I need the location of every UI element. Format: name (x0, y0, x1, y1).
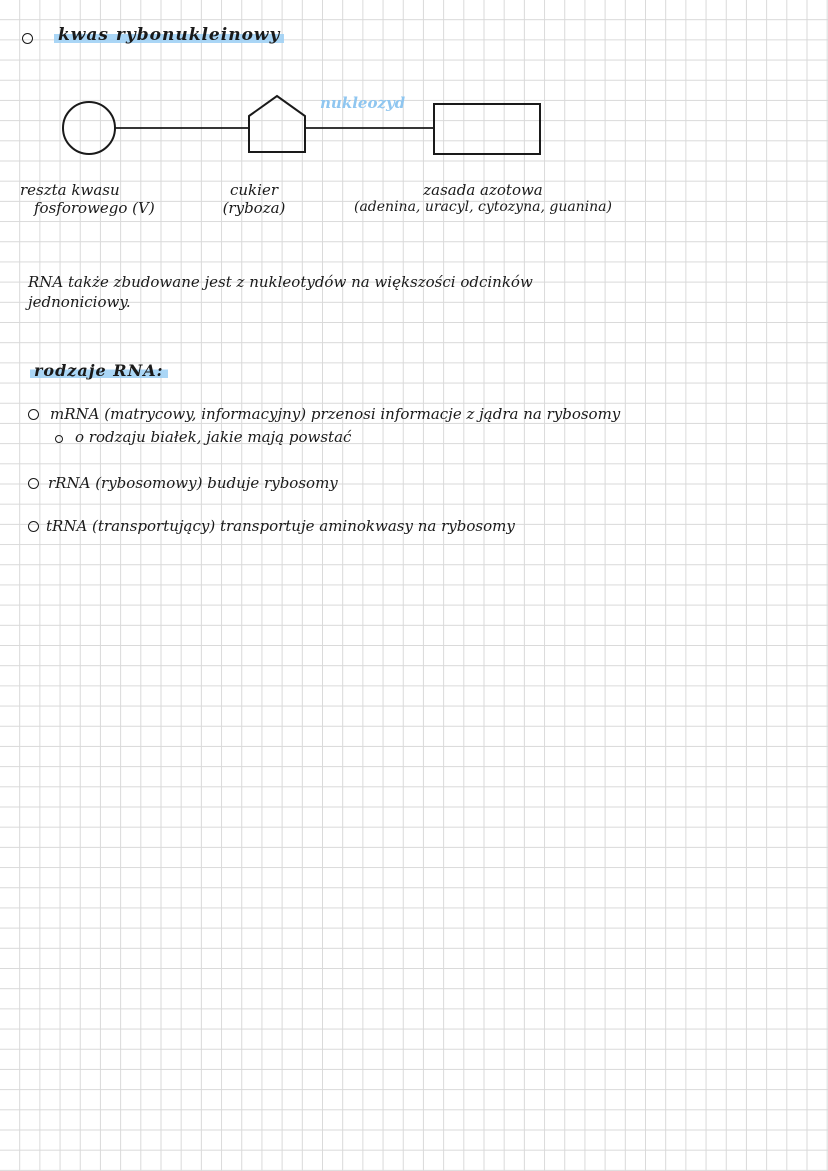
rna-type-item-mrna (50, 405, 620, 423)
rrna-bullet-icon (28, 478, 39, 489)
rna-description (28, 273, 533, 311)
rrna-line1: rRNA (rybosomowy) buduje rybosomy (48, 474, 338, 492)
mrna-sub-bullet-icon (55, 435, 63, 443)
rna-type-item-rrna (48, 474, 338, 492)
sugar-label-line2: (ryboza) (222, 199, 286, 217)
trna-bullet-icon (28, 521, 39, 532)
rna-description-line1: RNA także zbudowane jest z nukleotydów na większości odcinków (28, 273, 533, 291)
rna-description-line2: jednoniciowy. (28, 293, 131, 311)
base-label (352, 181, 614, 215)
rna-type-item-mrna-continued (75, 428, 351, 446)
phosphate-label (20, 181, 170, 217)
sugar-label (206, 181, 302, 217)
mrna-line1: mRNA (matrycowy, informacyjny) przenosi informacje z jądra na rybosomy (50, 405, 621, 423)
nucleoside-label (320, 94, 405, 112)
nucleotide-diagram (0, 0, 828, 260)
base-rectangle (434, 104, 540, 154)
rna-types-heading-text: rodzaje RNA: (30, 361, 168, 380)
rna-type-item-trna (46, 517, 515, 535)
page-title-text: kwas rybonukleinowy (54, 25, 284, 45)
base-label-line1: zasada azotowa (423, 181, 543, 199)
base-label-line2: (adenina, uracyl, cytozyna, guanina) (354, 199, 612, 215)
sugar-label-line1: cukier (230, 181, 278, 199)
trna-line1: tRNA (transportujący) transportuje aminokwasy na rybosomy (46, 517, 515, 535)
phosphate-circle (63, 102, 115, 154)
sugar-pentagon (249, 96, 305, 152)
mrna-line2: o rodzaju białek, jakie mają powstać (75, 428, 352, 446)
phosphate-label-line2: fosforowego (V) (34, 199, 155, 217)
phosphate-label-line1: reszta kwasu (20, 181, 120, 199)
rna-types-heading (30, 361, 168, 380)
mrna-bullet-icon (28, 409, 39, 420)
nucleoside-label-text: nukleozyd (320, 94, 406, 112)
